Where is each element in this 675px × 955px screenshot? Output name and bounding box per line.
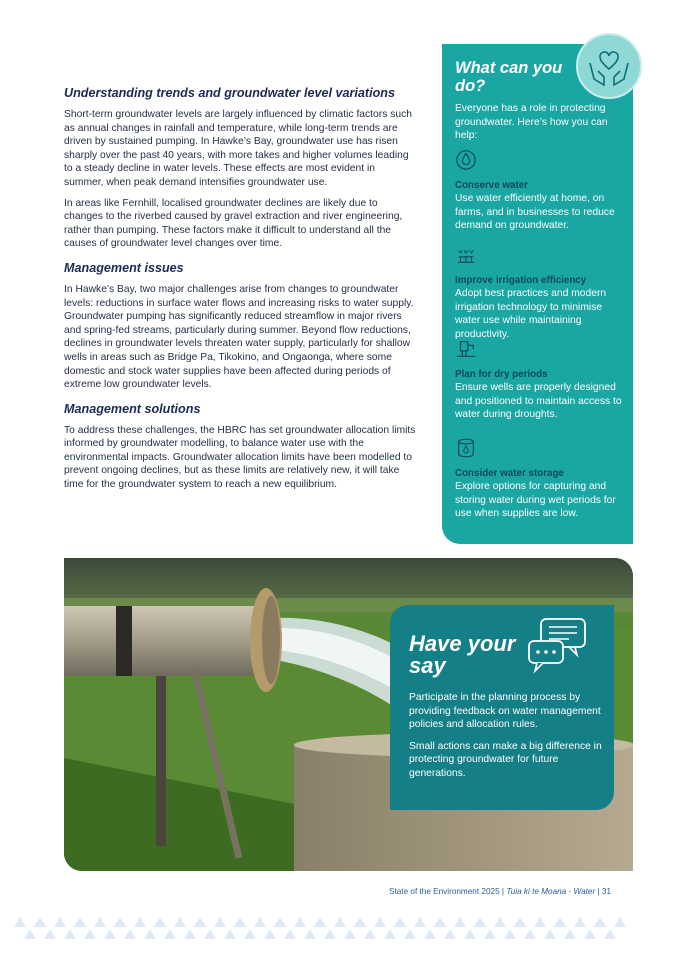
trends-section xyxy=(64,86,416,251)
section-title: Tuia ki te Moana - Water xyxy=(506,887,596,896)
have-your-say-body xyxy=(409,691,604,789)
tip-body: Adopt best practices and modern irrigation technology to minimise water use while maintaining productivity. xyxy=(455,288,607,340)
hands-heart-icon xyxy=(578,35,640,97)
tip-dry-periods xyxy=(455,338,627,422)
trends-paragraph-1: Short-term groundwater levels are largely influenced by climatic factors such as annual changes in rainfall and temperature, while long-term trends are driven by sustained pumping. In Hawke’s Bay, groundwater use has risen sharply over the past 40 years, with more takes and higher volumes leading to a steady decline in water levels. These effects are most evident in summer, when peak demand intensifies groundwater use. xyxy=(64,109,412,188)
tip-conserve-water xyxy=(455,149,627,233)
chat-bubbles-icon xyxy=(525,615,591,675)
footer-divider: | xyxy=(501,887,507,896)
tip-title: Consider water storage xyxy=(455,468,564,479)
solutions-section xyxy=(64,402,416,492)
tip-body: Ensure wells are properly designed and positioned to maintain access to water during droughts. xyxy=(455,382,622,421)
page-number: 31 xyxy=(601,887,611,896)
trends-paragraph-2: In areas like Fernhill, localised groundwater declines are likely due to changes to the riverbed caused by gravel extraction and river engineering, rather than pumping. These factors make it difficult to understand all the causes of groundwater level changes over time. xyxy=(64,197,403,250)
have-your-say-title: Have your say xyxy=(409,631,516,678)
report-title: State of the Environment 2025 xyxy=(389,887,500,896)
water-tank-icon xyxy=(455,437,477,459)
tip-title: Improve irrigation efficiency xyxy=(455,275,587,286)
page-footer xyxy=(389,887,611,896)
hands-heart-badge xyxy=(576,33,642,99)
tip-body: Use water efficiently at home, on farms, and in businesses to reduce demand on groundwater. xyxy=(455,193,615,232)
tip-title: Plan for dry periods xyxy=(455,369,548,380)
solutions-paragraph: To address these challenges, the HBRC has set groundwater allocation limits informed by groundwater modelling, to balance water use with the environmental impacts. Groundwater allocation limits have been modelled to prevent ongoing declines, but as these limits are relatively new, it will take time for the groundwater system to reach a new equilibrium. xyxy=(64,424,416,491)
main-text-column xyxy=(64,86,416,502)
tip-irrigation xyxy=(455,244,627,341)
have-your-say-paragraph-1: Participate in the planning process by providing feedback on water management policies and allocation rules. xyxy=(409,692,601,731)
issues-section xyxy=(64,261,416,392)
tip-title: Conserve water xyxy=(455,180,528,191)
what-can-you-do-panel xyxy=(442,44,633,544)
panel-intro: Everyone has a role in protecting groundwater. Here’s how you can help: xyxy=(455,103,608,142)
well-pump-icon xyxy=(455,338,477,360)
footer-divider: | xyxy=(597,887,602,896)
water-drop-icon xyxy=(455,149,477,171)
issues-paragraph: In Hawke’s Bay, two major challenges arise from changes to groundwater levels: reductions in surface water flows and increasing risks to water supply. Groundwater pumping has significantly reduced streamflow in major rivers and spring-fed streams, particularly during summer. Beyond flow reductions, declines in groundwater levels threaten water supply, particularly for shallow wells in areas such as Bridge Pa, Tikokino, and Ongaonga, where some domestic and stock water supplies have been affected during periods of extreme low groundwater levels. xyxy=(64,283,414,391)
issues-heading: Management issues xyxy=(64,260,184,275)
trends-heading: Understanding trends and groundwater level variations xyxy=(64,86,395,100)
tip-body: Explore options for capturing and storing water during wet periods for use when supplies are low. xyxy=(455,481,616,520)
have-your-say-paragraph-2: Small actions can make a big difference in protecting groundwater for future generations. xyxy=(409,740,602,779)
decorative-triangle-pattern xyxy=(0,905,675,955)
panel-title: What can you do? xyxy=(455,59,563,95)
solutions-heading: Management solutions xyxy=(64,401,201,416)
tip-water-storage xyxy=(455,437,627,521)
have-your-say-box xyxy=(390,605,614,810)
irrigation-sprinkler-icon xyxy=(455,244,477,266)
